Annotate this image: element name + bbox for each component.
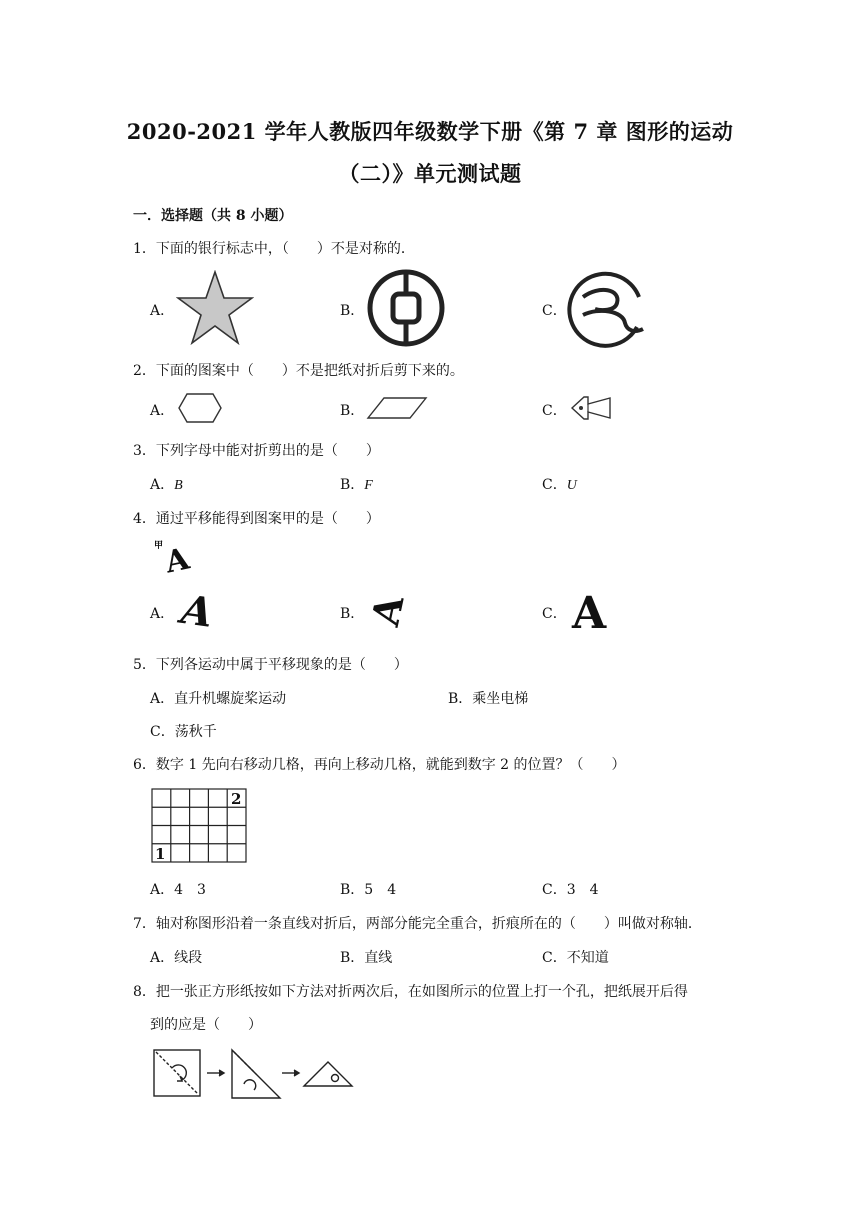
figure-jia	[153, 538, 197, 578]
grid-number-2: 2	[231, 790, 242, 808]
question-4-stem: 4．通过平移能得到图案甲的是（ ）	[133, 511, 380, 527]
question-6-stem: 6．数字 1 先向右移动几格，再向上移动几格，就能到数字 2 的位置？（ ）	[133, 757, 626, 773]
q7-option-b: B．直线	[340, 950, 393, 966]
doc-title-line2: （二）》单元测试题	[338, 161, 522, 186]
q4-figure-a	[176, 585, 220, 635]
q3-option-a-label: A．	[150, 477, 175, 493]
section-heading: 一．选择题（共 8 小题）	[133, 208, 293, 224]
q4-b-letter: A	[365, 591, 413, 628]
q5-option-a: A．直升机螺旋桨运动	[150, 691, 287, 707]
paper-folding-figure	[152, 1046, 358, 1108]
q3-letter-f: F	[364, 478, 373, 493]
q1-option-c: C．	[542, 303, 567, 319]
question-8-stem-line2: 到的应是（ ）	[150, 1017, 262, 1033]
c-bank-logo-icon	[565, 267, 649, 353]
hexagon-icon	[177, 392, 223, 428]
q4-figure-c	[568, 584, 612, 638]
q5-option-c: C．荡秋千	[150, 724, 217, 740]
q2-option-a: A．	[150, 403, 175, 419]
q4-a-letter: A	[178, 585, 216, 631]
q6-option-c: C．3 4	[542, 882, 599, 898]
question-7-stem: 7．轴对称图形沿着一条直线对折后，两部分能完全重合，折痕所在的（ ）叫做对称轴．	[133, 916, 702, 932]
q1-option-a: A．	[150, 303, 175, 319]
question-2-stem: 2．下面的图案中（ ）不是把纸对折后剪下来的。	[133, 363, 464, 379]
coin-bank-logo-icon	[365, 267, 447, 353]
q3-option-c-label: C．	[542, 477, 567, 493]
q3-option-b-label: B．	[340, 477, 365, 493]
q6-option-b: B．5 4	[340, 882, 397, 898]
q4-c-letter: A	[572, 588, 607, 634]
question-8-stem-line1: 8．把一张正方形纸按如下方法对折两次后，在如图所示的位置上打一个孔，把纸展开后得	[133, 984, 688, 1000]
q3-letter-b: B	[174, 478, 183, 493]
doc-title-line1: 2020-2021 学年人教版四年级数学下册《第 7 章 图形的运动	[126, 119, 734, 144]
question-5-stem: 5．下列各运动中属于平移现象的是（ ）	[133, 657, 408, 673]
q4-figure-b	[365, 588, 419, 632]
q5-option-b: B．乘坐电梯	[448, 691, 529, 707]
figure-jia-label: 甲	[154, 541, 164, 551]
q3-option-a	[150, 474, 183, 494]
figure-letter-a: A	[162, 541, 193, 574]
grid-figure	[151, 788, 247, 867]
q4-option-c: C．	[542, 606, 567, 622]
question-3-stem: 3．下列字母中能对折剪出的是（ ）	[133, 443, 380, 459]
q7-option-a: A．线段	[150, 950, 203, 966]
q3-option-b	[340, 474, 373, 494]
star-logo-icon	[176, 270, 254, 350]
q2-option-c: C．	[542, 403, 567, 419]
q4-option-b: B．	[340, 606, 365, 622]
grid-number-1: 1	[155, 845, 166, 863]
q1-option-b: B．	[340, 303, 365, 319]
q2-option-b: B．	[340, 403, 365, 419]
q6-option-a: A．4 3	[150, 882, 206, 898]
q3-option-c	[542, 474, 577, 494]
question-1-stem: 1．下面的银行标志中，（ ）不是对称的．	[133, 241, 415, 257]
fish-shape-icon	[570, 394, 612, 426]
q7-option-c: C．不知道	[542, 950, 609, 966]
q3-letter-u: U	[566, 478, 577, 493]
parallelogram-icon	[366, 396, 428, 424]
q4-option-a: A．	[150, 606, 175, 622]
